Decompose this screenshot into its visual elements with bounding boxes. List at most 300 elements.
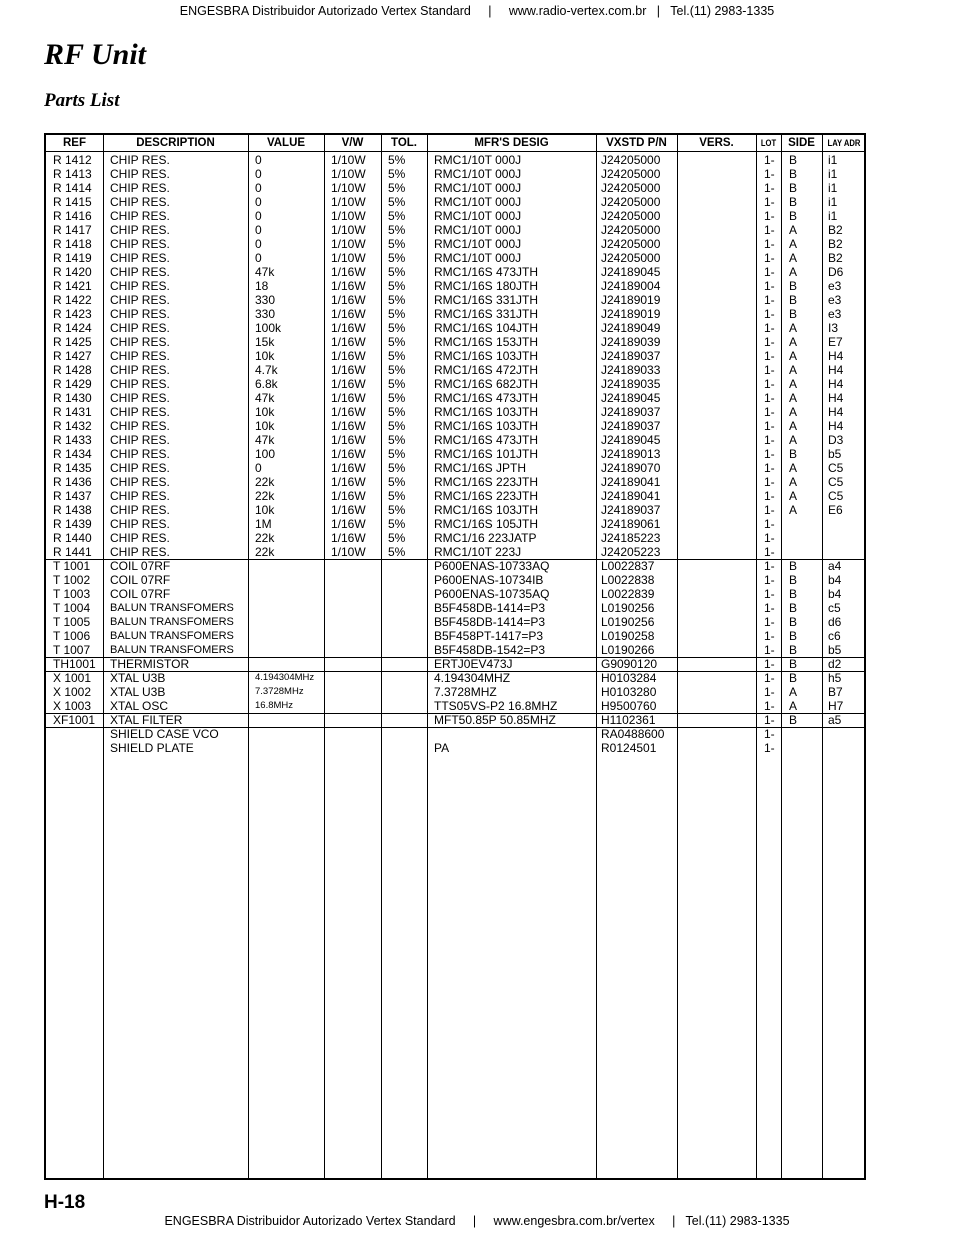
cell-value: 100 [255, 447, 276, 461]
cell-value: 100k [255, 321, 282, 335]
cell-desc: SHIELD CASE VCO [110, 727, 219, 741]
cell-lot: 1- [764, 699, 775, 713]
table-row [46, 727, 864, 741]
cell-lay: E7 [828, 335, 843, 349]
cell-vw: 1/16W [331, 503, 366, 517]
cell-ref: R 1437 [53, 489, 92, 503]
cell-value [255, 559, 324, 573]
cell-ref: T 1002 [53, 573, 91, 587]
cell-side: B [789, 195, 798, 209]
cell-value: 18 [255, 279, 269, 293]
cell-pn: RA0488600 [601, 727, 665, 741]
cell-side: B [789, 181, 798, 195]
cell-lay: b4 [828, 573, 842, 587]
cell-value: 0 [255, 153, 262, 167]
cell-desc: CHIP RES. [110, 321, 170, 335]
cell-pn: J24189039 [601, 335, 661, 349]
cell-ref: T 1007 [53, 643, 91, 657]
cell-pn: J24189019 [601, 293, 661, 307]
table-row [46, 741, 864, 755]
cell-side: A [789, 405, 798, 419]
table-row [46, 713, 864, 727]
cell-lot: 1- [764, 405, 775, 419]
cell-lay: C5 [828, 475, 844, 489]
table-row [46, 335, 864, 349]
cell-ref: X 1002 [53, 685, 92, 699]
cell-value: 22k [255, 489, 275, 503]
cell-mfr: ERTJ0EV473J [434, 657, 513, 671]
cell-desc: SHIELD PLATE [110, 741, 194, 755]
cell-desc: COIL 07RF [110, 559, 171, 573]
cell-vers [681, 503, 756, 517]
cell-side: B [789, 587, 798, 601]
cell-value [255, 643, 324, 657]
cell-value: 22k [255, 475, 275, 489]
cell-value: 4.194304MHz [255, 672, 315, 683]
table-row [46, 629, 864, 643]
cell-ref: T 1003 [53, 587, 91, 601]
cell-value [255, 657, 324, 671]
cell-vers [681, 307, 756, 321]
cell-mfr: RMC1/16S 103JTH [434, 503, 539, 517]
cell-value: 47k [255, 433, 275, 447]
table-row [46, 307, 864, 321]
table-row [46, 349, 864, 363]
cell-vw [331, 727, 381, 741]
cell-value [255, 713, 324, 727]
cell-vers [681, 475, 756, 489]
cell-lay: H4 [828, 391, 844, 405]
cell-side: A [789, 377, 798, 391]
cell-pn: J24205000 [601, 223, 661, 237]
table-row [46, 363, 864, 377]
cell-mfr: RMC1/16S 472JTH [434, 363, 539, 377]
cell-lay: H4 [828, 377, 844, 391]
cell-lay: b4 [828, 587, 842, 601]
cell-lot: 1- [764, 545, 775, 559]
cell-side: A [789, 251, 798, 265]
cell-ref: R 1413 [53, 167, 92, 181]
cell-tol: 5% [388, 391, 406, 405]
cell-desc: CHIP RES. [110, 405, 170, 419]
cell-lay: i1 [828, 181, 838, 195]
cell-desc: CHIP RES. [110, 391, 170, 405]
cell-tol: 5% [388, 293, 406, 307]
cell-tol: 5% [388, 545, 406, 559]
cell-pn: J24189045 [601, 391, 661, 405]
cell-desc: CHIP RES. [110, 279, 170, 293]
cell-vw [331, 671, 381, 685]
page-title: RF Unit [44, 38, 146, 71]
cell-ref: R 1416 [53, 209, 92, 223]
cell-desc: CHIP RES. [110, 251, 170, 265]
cell-vw: 1/10W [331, 209, 366, 223]
cell-mfr: P600ENAS-10735AQ [434, 587, 550, 601]
cell-side: A [789, 699, 798, 713]
cell-lot: 1- [764, 349, 775, 363]
cell-vw: 1/16W [331, 517, 366, 531]
column-header: SIDE [788, 137, 815, 149]
cell-ref: R 1439 [53, 517, 92, 531]
cell-vers [681, 545, 756, 559]
cell-vers [681, 685, 756, 699]
cell-lot: 1- [764, 475, 775, 489]
cell-mfr: RMC1/16S 331JTH [434, 293, 539, 307]
cell-vw [331, 741, 381, 755]
cell-mfr: 4.194304MHZ [434, 671, 511, 685]
cell-vers [681, 433, 756, 447]
cell-ref: R 1435 [53, 461, 92, 475]
cell-value [255, 727, 324, 741]
cell-mfr: RMC1/10T 000J [434, 195, 522, 209]
cell-tol: 5% [388, 377, 406, 391]
cell-vw: 1/16W [331, 363, 366, 377]
table-row [46, 699, 864, 713]
cell-side: A [789, 419, 798, 433]
cell-ref: R 1425 [53, 335, 92, 349]
cell-vw: 1/16W [331, 293, 366, 307]
cell-desc: CHIP RES. [110, 517, 170, 531]
table-row [46, 223, 864, 237]
column-header: V/W [341, 137, 364, 149]
table-row [46, 615, 864, 629]
cell-lot: 1- [764, 447, 775, 461]
cell-lot: 1- [764, 573, 775, 587]
cell-vw: 1/16W [331, 349, 366, 363]
cell-vw: 1/16W [331, 433, 366, 447]
cell-mfr: RMC1/16S 180JTH [434, 279, 539, 293]
cell-mfr: TTS05VS-P2 16.8MHZ [434, 699, 558, 713]
cell-side [789, 545, 822, 559]
cell-mfr: RMC1/16S 103JTH [434, 419, 539, 433]
cell-vers [681, 615, 756, 629]
cell-side: B [789, 279, 798, 293]
cell-pn: J24189037 [601, 503, 661, 517]
cell-vw: 1/16W [331, 447, 366, 461]
cell-ref: R 1436 [53, 475, 92, 489]
cell-pn: J24189041 [601, 489, 661, 503]
cell-desc: BALUN TRANSFOMERS [110, 644, 234, 656]
cell-ref: T 1005 [53, 615, 91, 629]
cell-side: A [789, 475, 798, 489]
cell-mfr: RMC1/16S 104JTH [434, 321, 539, 335]
cell-desc: XTAL FILTER [110, 713, 183, 727]
cell-ref: R 1412 [53, 153, 92, 167]
cell-mfr: RMC1/16S 473JTH [434, 265, 539, 279]
cell-side: A [789, 685, 798, 699]
cell-side: B [789, 615, 798, 629]
cell-vw: 1/16W [331, 531, 366, 545]
cell-pn: J24205000 [601, 181, 661, 195]
cell-side [789, 741, 822, 755]
table-row [46, 153, 864, 167]
cell-desc: CHIP RES. [110, 335, 170, 349]
cell-desc: CHIP RES. [110, 209, 170, 223]
group-divider [46, 657, 864, 658]
cell-vw: 1/16W [331, 279, 366, 293]
table-row [46, 643, 864, 657]
cell-pn: J24189061 [601, 517, 661, 531]
cell-value: 47k [255, 391, 275, 405]
cell-mfr: RMC1/16S 223JTH [434, 489, 539, 503]
cell-pn: J24205000 [601, 237, 661, 251]
cell-tol: 5% [388, 181, 406, 195]
cell-lot: 1- [764, 265, 775, 279]
cell-desc: CHIP RES. [110, 293, 170, 307]
cell-lot: 1- [764, 251, 775, 265]
cell-desc: CHIP RES. [110, 461, 170, 475]
section-subtitle: Parts List [44, 90, 120, 111]
cell-vw: 1/10W [331, 545, 366, 559]
cell-desc: CHIP RES. [110, 237, 170, 251]
cell-ref: R 1422 [53, 293, 92, 307]
cell-lay: b5 [828, 447, 842, 461]
table-row [46, 377, 864, 391]
cell-lot: 1- [764, 321, 775, 335]
cell-tol: 5% [388, 223, 406, 237]
cell-side [789, 531, 822, 545]
cell-mfr: B5F458PT-1417=P3 [434, 629, 544, 643]
cell-pn: L0022838 [601, 573, 655, 587]
cell-ref: R 1420 [53, 265, 92, 279]
page-footer: ENGESBRA Distribuidor Autorizado Vertex Standard | www.engesbra.com.br/vertex | Tel.(11) 2983-1335 [164, 1214, 790, 1228]
table-row [46, 167, 864, 181]
cell-desc: XTAL U3B [110, 685, 166, 699]
cell-pn: L0190266 [601, 643, 655, 657]
cell-vw: 1/10W [331, 223, 366, 237]
cell-ref: R 1424 [53, 321, 92, 335]
cell-tol [388, 685, 427, 699]
cell-desc: BALUN TRANSFOMERS [110, 616, 234, 628]
cell-side: B [789, 209, 798, 223]
cell-vers [681, 741, 756, 755]
cell-pn: J24189004 [601, 279, 661, 293]
table-row [46, 433, 864, 447]
cell-ref: R 1417 [53, 223, 92, 237]
cell-tol: 5% [388, 503, 406, 517]
cell-lot: 1- [764, 293, 775, 307]
cell-vers [681, 153, 756, 167]
cell-lay: b5 [828, 643, 842, 657]
cell-tol: 5% [388, 167, 406, 181]
cell-vers [681, 573, 756, 587]
cell-lot: 1- [764, 531, 775, 545]
table-row [46, 685, 864, 699]
cell-ref: R 1415 [53, 195, 92, 209]
cell-mfr: RMC1/16S 473JTH [434, 433, 539, 447]
cell-value: 22k [255, 545, 275, 559]
table-row [46, 279, 864, 293]
cell-tol: 5% [388, 447, 406, 461]
cell-mfr: 7.3728MHZ [434, 685, 497, 699]
cell-vw: 1/16W [331, 419, 366, 433]
cell-value: 0 [255, 209, 262, 223]
cell-side: A [789, 503, 798, 517]
cell-tol: 5% [388, 251, 406, 265]
cell-pn: J24205000 [601, 153, 661, 167]
table-row [46, 391, 864, 405]
cell-tol [388, 657, 427, 671]
cell-lay: H4 [828, 419, 844, 433]
cell-lot: 1- [764, 433, 775, 447]
cell-mfr: P600ENAS-10733AQ [434, 559, 550, 573]
table-row [46, 321, 864, 335]
cell-ref: R 1421 [53, 279, 92, 293]
table-row [46, 531, 864, 545]
cell-vers [681, 209, 756, 223]
cell-vers [681, 489, 756, 503]
cell-value: 330 [255, 293, 276, 307]
cell-side: B [789, 629, 798, 643]
cell-side: A [789, 335, 798, 349]
cell-desc: CHIP RES. [110, 167, 170, 181]
cell-vers [681, 181, 756, 195]
cell-desc: CHIP RES. [110, 475, 170, 489]
cell-value [255, 587, 324, 601]
header-divider [46, 151, 864, 152]
cell-vw: 1/10W [331, 153, 366, 167]
table-row [46, 587, 864, 601]
cell-vers [681, 321, 756, 335]
cell-desc: BALUN TRANSFOMERS [110, 630, 234, 642]
cell-lay [828, 531, 866, 545]
table-row [46, 601, 864, 615]
cell-lot: 1- [764, 167, 775, 181]
cell-desc: CHIP RES. [110, 489, 170, 503]
cell-desc: COIL 07RF [110, 573, 171, 587]
column-header: DESCRIPTION [136, 137, 215, 149]
cell-mfr: RMC1/16S 331JTH [434, 307, 539, 321]
cell-side [789, 727, 822, 741]
column-header: REF [63, 137, 86, 149]
cell-lay: I3 [828, 321, 839, 335]
cell-tol [388, 741, 427, 755]
cell-vw: 1/16W [331, 461, 366, 475]
cell-mfr: MFT50.85P 50.85MHZ [434, 713, 556, 727]
cell-vw: 1/16W [331, 489, 366, 503]
cell-vers [681, 727, 756, 741]
cell-lot: 1- [764, 517, 775, 531]
group-divider [46, 713, 864, 714]
cell-tol [388, 727, 427, 741]
cell-value: 0 [255, 223, 262, 237]
cell-tol: 5% [388, 433, 406, 447]
cell-vers [681, 377, 756, 391]
cell-value: 22k [255, 531, 275, 545]
cell-vw: 1/16W [331, 475, 366, 489]
cell-vers [681, 195, 756, 209]
cell-ref: R 1431 [53, 405, 92, 419]
cell-mfr: RMC1/16 223JATP [434, 531, 537, 545]
cell-desc: CHIP RES. [110, 419, 170, 433]
cell-lot: 1- [764, 629, 775, 643]
table-row [46, 671, 864, 685]
cell-vers [681, 629, 756, 643]
cell-lot: 1- [764, 643, 775, 657]
cell-mfr: RMC1/10T 000J [434, 153, 522, 167]
cell-side: A [789, 433, 798, 447]
cell-pn: H1102361 [601, 713, 656, 727]
cell-ref: R 1430 [53, 391, 92, 405]
cell-lay: a5 [828, 713, 842, 727]
cell-vw [331, 629, 381, 643]
cell-ref: R 1434 [53, 447, 92, 461]
cell-tol: 5% [388, 349, 406, 363]
cell-lay: i1 [828, 195, 838, 209]
cell-tol: 5% [388, 419, 406, 433]
column-header: TOL. [391, 137, 417, 149]
cell-mfr: B5F458DB-1414=P3 [434, 615, 546, 629]
cell-vw [331, 713, 381, 727]
cell-desc: CHIP RES. [110, 545, 170, 559]
cell-pn: J24189019 [601, 307, 661, 321]
table-row [46, 405, 864, 419]
cell-vw [331, 601, 381, 615]
cell-mfr: RMC1/16S 103JTH [434, 405, 539, 419]
cell-value [255, 573, 324, 587]
cell-desc: CHIP RES. [110, 181, 170, 195]
cell-desc: CHIP RES. [110, 223, 170, 237]
cell-vers [681, 405, 756, 419]
cell-lay: e3 [828, 307, 842, 321]
cell-vw [331, 573, 381, 587]
table-row [46, 209, 864, 223]
cell-lay [828, 517, 866, 531]
cell-value: 330 [255, 307, 276, 321]
cell-ref: R 1419 [53, 251, 92, 265]
cell-vers [681, 713, 756, 727]
cell-value: 16.8MHz [255, 700, 294, 711]
cell-tol: 5% [388, 475, 406, 489]
cell-tol: 5% [388, 209, 406, 223]
cell-pn: L0022837 [601, 559, 655, 573]
cell-vers [681, 699, 756, 713]
cell-pn: J24189037 [601, 349, 661, 363]
cell-lot: 1- [764, 461, 775, 475]
table-row [46, 237, 864, 251]
cell-ref: X 1003 [53, 699, 92, 713]
cell-lay: c6 [828, 629, 841, 643]
cell-lot: 1- [764, 419, 775, 433]
cell-ref: R 1429 [53, 377, 92, 391]
table-row [46, 517, 864, 531]
cell-pn: J24189035 [601, 377, 661, 391]
cell-lot: 1- [764, 391, 775, 405]
cell-vw: 1/16W [331, 321, 366, 335]
cell-vers [681, 237, 756, 251]
cell-vw: 1/10W [331, 167, 366, 181]
cell-vers [681, 419, 756, 433]
cell-lay: a4 [828, 559, 842, 573]
cell-lay: D6 [828, 265, 844, 279]
cell-lot: 1- [764, 377, 775, 391]
cell-mfr: RMC1/10T 000J [434, 237, 522, 251]
cell-vw: 1/10W [331, 251, 366, 265]
cell-tol [388, 713, 427, 727]
cell-pn: J24189045 [601, 433, 661, 447]
cell-lot: 1- [764, 237, 775, 251]
parts-table [44, 133, 866, 1180]
cell-desc: CHIP RES. [110, 307, 170, 321]
cell-side: B [789, 167, 798, 181]
cell-lay: B7 [828, 685, 843, 699]
cell-tol [388, 601, 427, 615]
cell-desc: XTAL U3B [110, 671, 166, 685]
cell-vers [681, 293, 756, 307]
cell-pn: H0103284 [601, 671, 657, 685]
cell-value [255, 615, 324, 629]
cell-mfr: RMC1/10T 000J [434, 181, 522, 195]
